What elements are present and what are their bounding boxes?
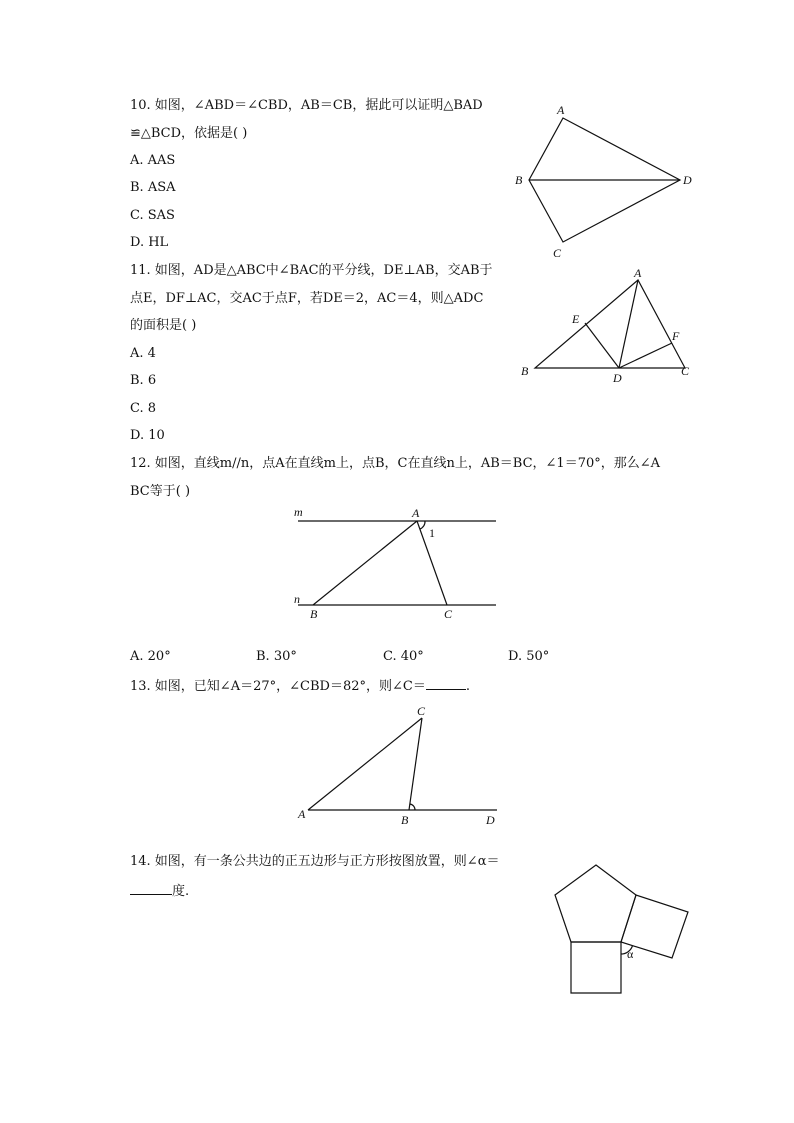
q11-label-e: E: [572, 312, 580, 326]
q14-answer-blank: [130, 882, 172, 895]
q10-option-b: B. ASA: [130, 180, 176, 195]
q11-option-a: A. 4: [130, 346, 156, 361]
q10-figure: [505, 100, 705, 265]
q10-label-a: A: [557, 103, 565, 117]
q11-stem-line3: 的面积是( ): [130, 318, 197, 333]
q12-label-m: m: [294, 505, 303, 519]
q14-stem-end: 度.: [172, 884, 190, 899]
q13-label-b: B: [401, 813, 409, 827]
q14-square-bottom: [571, 942, 621, 993]
q10-label-c: C: [553, 246, 562, 260]
q11-segment-de: [585, 323, 619, 368]
q13-stem-end: .: [465, 679, 470, 694]
q10-option-a: A. AAS: [130, 153, 176, 168]
q11-option-b: B. 6: [130, 373, 157, 388]
q13-segment-cb: [409, 718, 422, 810]
q12-label-n: n: [294, 592, 300, 606]
q13-label-a: A: [298, 807, 306, 821]
q11-label-d: D: [613, 371, 622, 385]
q12-figure: [285, 500, 505, 625]
q10-option-c: C. SAS: [130, 208, 175, 223]
q11-label-a: A: [634, 266, 642, 280]
q13-label-d: D: [486, 813, 495, 827]
q12-stem-line1: 12. 如图，直线m//n，点A在直线m上，点B，C在直线n上，AB＝BC，∠1＝70°，那么∠A: [130, 456, 661, 471]
q12-angle-1-arc: [420, 521, 425, 529]
q13-angle-cbd-arc: [410, 804, 415, 810]
q10-stem-line2: ≌△BCD，依据是( ): [130, 126, 248, 141]
q14-label-alpha: α: [627, 947, 634, 961]
q13-label-c: C: [417, 704, 426, 718]
q11-label-b: B: [521, 364, 529, 378]
q11-stem-line1: 11. 如图，AD是△ABC中∠BAC的平分线，DE⊥AB，交AB于: [130, 263, 493, 278]
q11-segment-df: [619, 343, 672, 368]
q10-stem-line1: 10. 如图，∠ABD＝∠CBD，AB＝CB，据此可以证明△BAD: [130, 98, 483, 113]
q11-label-f: F: [672, 329, 680, 343]
q14-figure: [545, 855, 695, 1000]
q10-option-d: D. HL: [130, 235, 169, 250]
q12-option-c: C. 40°: [383, 649, 424, 664]
q12-option-d: D. 50°: [508, 649, 550, 664]
q12-option-b: B. 30°: [256, 649, 297, 664]
q11-figure: [515, 265, 700, 390]
q11-option-c: C. 8: [130, 401, 157, 416]
q14-stem-line1: 14. 如图，有一条公共边的正五边形与正方形按图放置，则∠α＝: [130, 854, 500, 869]
q13-stem-text: 13. 如图，已知∠A＝27°，∠CBD＝82°，则∠C＝: [130, 679, 426, 694]
q12-stem-line2: BC等于( ): [130, 484, 191, 499]
q10-label-d: D: [683, 173, 692, 187]
q12-label-c: C: [444, 607, 453, 621]
q11-stem-line2: 点E，DF⊥AC，交AC于点F，若DE＝2，AC＝4，则△ADC: [130, 291, 484, 306]
q14-stem-line2: [130, 882, 189, 900]
q13-segment-ac: [308, 718, 422, 810]
q10-label-b: B: [515, 173, 523, 187]
q12-label-a: A: [412, 506, 420, 520]
q11-label-c: C: [681, 364, 690, 378]
q11-option-d: D. 10: [130, 428, 165, 443]
q12-label-b: B: [310, 607, 318, 621]
q12-option-a: A. 20°: [130, 649, 171, 664]
q13-figure: [292, 700, 507, 830]
q11-triangle-abc: [535, 280, 685, 368]
q12-segment-ab: [313, 521, 417, 605]
q14-regular-pentagon: [555, 865, 636, 942]
q13-stem: [130, 677, 470, 695]
q12-label-angle-1: 1: [429, 526, 435, 540]
q13-answer-blank: [426, 677, 466, 690]
